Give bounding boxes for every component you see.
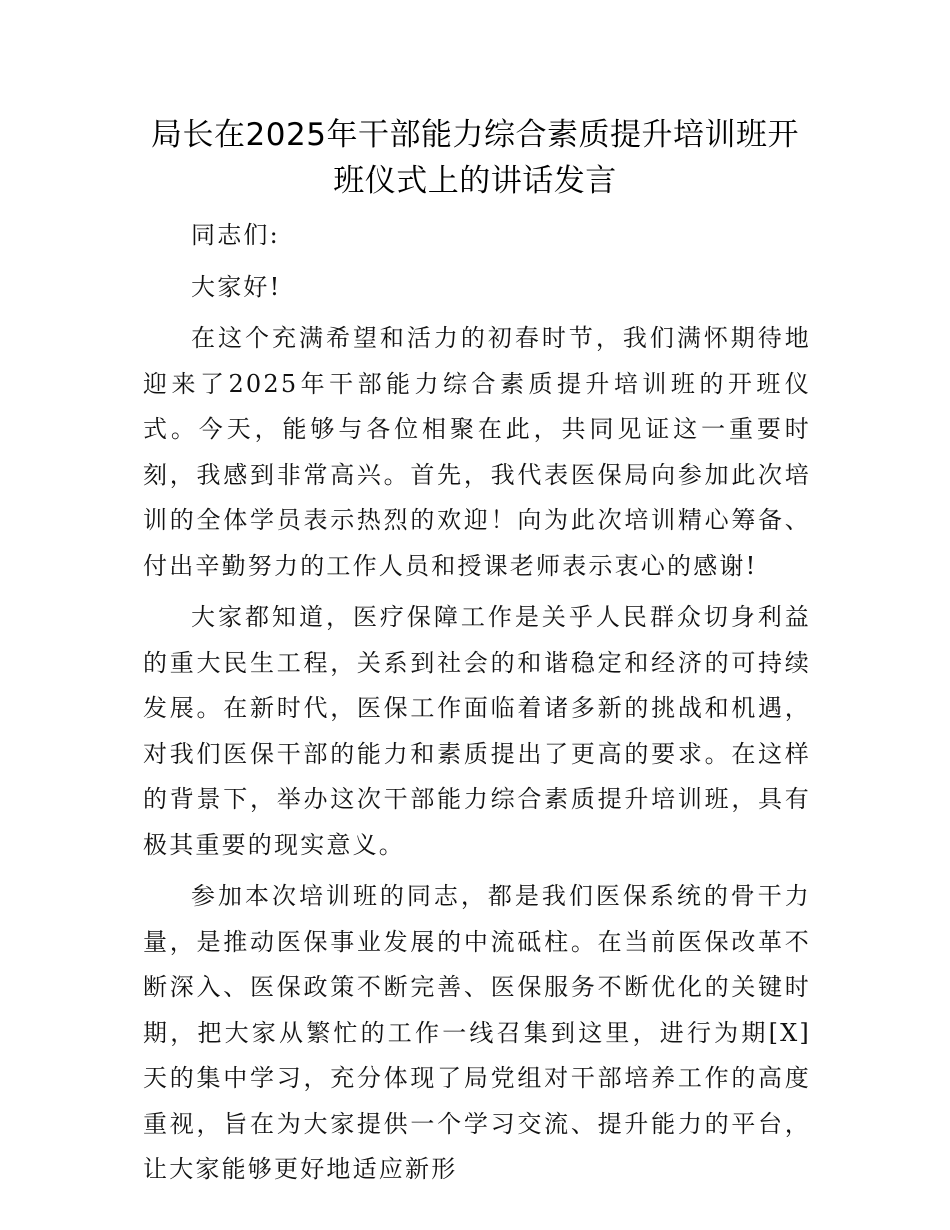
document-title: 局长在2025年干部能力综合素质提升培训班开班仪式上的讲话发言 xyxy=(151,117,799,199)
salutation: 同志们: xyxy=(191,221,280,249)
paragraph-significance: 大家都知道，医疗保障工作是关乎人民群众切身利益的重大民生工程，关系到社会的和谐稳定和经济的可持续发展。在新时代，医保工作面临着诸多新的挑战和机遇，对我们医保干部的能力和素质提出了更高的要求。在这样的背景下，举办这次干部能力综合素质提升培训班，具有极其重要的现实意义。 xyxy=(143,603,811,859)
paragraph-opening: 在这个充满希望和活力的初春时节，我们满怀期待地迎来了2025年干部能力综合素质提升培训班的开班仪式。今天，能够与各位相聚在此，共同见证这一重要时刻，我感到非常高兴。首先，我代表医保局向参加此次培训的全体学员表示热烈的欢迎！向为此次培训精心筹备、付出辛勤努力的工作人员和授课老师表示衷心的感谢! xyxy=(143,324,811,580)
greeting: 大家好! xyxy=(191,272,282,301)
document-body xyxy=(143,213,811,1193)
paragraph-participants: 参加本次培训班的同志，都是我们医保系统的骨干力量，是推动医保事业发展的中流砥柱。在当前医保改革不断深入、医保政策不断完善、医保服务不断优化的关键时期，把大家从繁忙的工作一线召集到这里，进行为期[X]天的集中学习，充分体现了局党组对干部培养工作的高度重视，旨在为大家提供一个学习交流、提升能力的平台，让大家能够更好地适应新形 xyxy=(143,882,811,1183)
